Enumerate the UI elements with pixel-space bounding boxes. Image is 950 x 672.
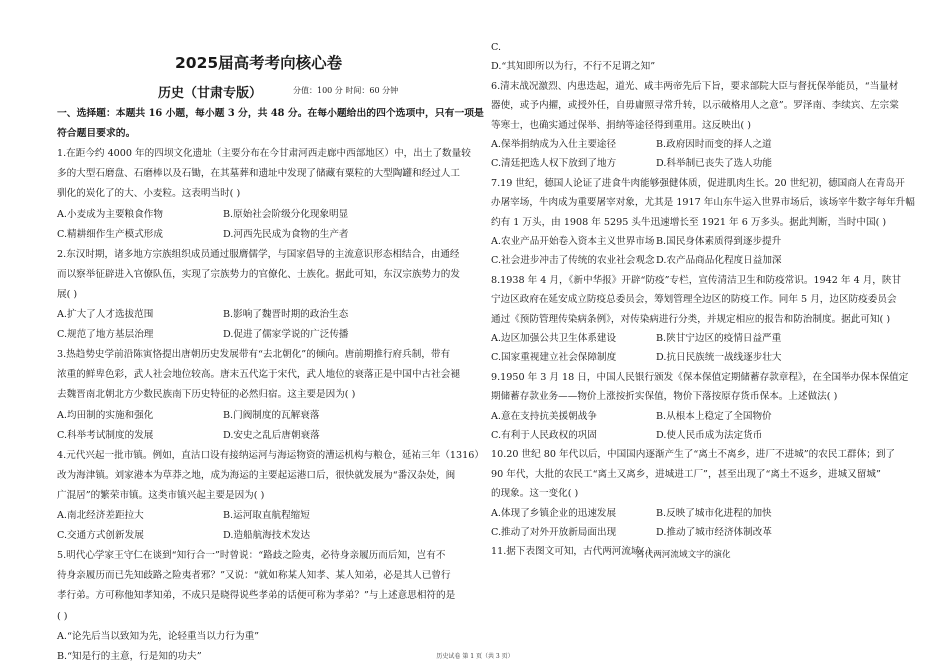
option-text: D.科举制已丧失了选人功能	[656, 158, 772, 170]
text-line: 4.元代兴起一批市镇。例如，直沽口设有接纳运河与海运物资的漕运机构与粮仓，延祐三年（1316）	[57, 449, 484, 461]
text-line: C.	[491, 42, 502, 53]
option-text: B.原始社会阶级分化现象明显	[223, 208, 349, 220]
option-text: D.促进了儒家学说的广泛传播	[223, 329, 349, 341]
option-text: B.门阀制度的瓦解衰落	[223, 409, 320, 421]
text-line: 通过《预防管理传染病条例》，对传染病进行分类，并规定相应的报告和防治制度。据此可知( )	[491, 313, 891, 325]
text-line: 展( )	[57, 288, 78, 300]
option-text: B.政府因时而变的择人之道	[656, 139, 772, 150]
option-text: C.有利于人民政权的巩固	[491, 430, 597, 441]
text-line: 6.清末战况激烈、内患迭起，道光、咸丰两帝先后下旨，要求部院大臣与督抚保举能员，“当量材	[491, 80, 899, 92]
text-line: 8.1938 年 4 月，《新中华报》开辟“防疫”专栏，宣传清洁卫生和防疫常识。1942 年 4 月，陕甘	[491, 274, 902, 286]
option-text: D.安史之乱后唐朝衰落	[223, 429, 320, 441]
text-line: D.“其知即所以为行，不行不足谓之知”	[491, 61, 656, 73]
text-line: A.“论先后当以致知为先，论轻重当以力行为重”	[57, 630, 260, 642]
text-line: 广混居”的繁荣市镇。这类市镇兴起主要是因为( )	[57, 489, 265, 501]
option-text: D.造船航海技术发达	[223, 530, 311, 542]
option-text: C.交通方式创新发展	[57, 530, 144, 542]
text-line: 2.东汉时期，诸多地方宗族组织成员通过服膺儒学，与国家倡导的主流意识形态相结合，由通经	[57, 248, 460, 260]
page-title: 2025届高考考向核心卷	[175, 54, 343, 72]
option-text: D.使人民币成为法定货币	[656, 430, 763, 441]
text-line: 办屠宰场，牛肉成为重要屠宰对象，尤其是 1917 年山东牛运入世界市场后，该场宰牛数字每年升幅	[491, 197, 915, 209]
text-line: 待身亲履历而已先知歧路之险夷者邪？”又说：“就如称某人知孝、某人知弟，必是其人已曾行	[57, 570, 451, 582]
option-text: C.国家重视建立社会保障制度	[491, 352, 617, 364]
option-text: A.意在支持抗美援朝战争	[491, 410, 597, 422]
option-text: A.均田制的实施和强化	[57, 409, 154, 421]
text-line: B.“知是行的主意，行是知的功夫”	[57, 650, 202, 662]
option-text: C.推动了对外开放新局面出现	[491, 527, 617, 538]
option-text: D.农产品商品化程度日益加深	[656, 255, 782, 267]
figure-caption: 古代两河流域文字的演化	[636, 550, 731, 560]
text-line: 10.20 世纪 80 年代以后，中国国内逐渐产生了“离土不离乡，进厂不进城”的农民工群体；到了	[491, 449, 896, 461]
option-text: A.体现了乡镇企业的迅速发展	[491, 507, 617, 519]
text-line: 一、选择题：本题共 16 小题，每小题 3 分，共 48 分。在每小题给出的四个选项中，只有一项是	[57, 108, 484, 119]
text-line: 孝行弟。方可称他知孝知弟，不成只是晓得说些孝弟的话便可称为孝弟？”与上述意思相符的是	[57, 590, 456, 602]
text-line: 器使，或予内擢，或授外任，自毋庸照寻常升转，以示破格用人之意”。罗泽南、李续宾、左宗棠	[491, 100, 899, 112]
text-line: 11.据下表图文可知，古代两河流域( )	[491, 546, 652, 558]
text-line: 浓重的鲜卑色彩，武人社会地位较高。唐末五代迄于宋代，武人地位的衰落正是中国中古社会褪	[57, 369, 460, 381]
option-text: D.河西先民成为食物的生产者	[223, 228, 349, 240]
option-text: C.社会进步冲击了传统的农业社会观念	[491, 255, 655, 267]
option-text: C.清廷把选人权下放到了地方	[491, 158, 617, 170]
option-text: B.影响了魏晋时期的政治生态	[223, 309, 349, 320]
text-line: 约有 1 万头，由 1908 年 5295 头牛迅速增长至 1921 年 6 万多头。据此判断，当时中国( )	[491, 216, 887, 228]
option-text: A.扩大了人才选拔范围	[57, 309, 154, 320]
text-line: 驯化的炭化了的大、小麦粒。这表明当时( )	[57, 188, 241, 200]
option-text: B.从根本上稳定了全国物价	[656, 410, 772, 422]
text-line: 去魏晋南北朝北方少数民族南下历史特征的必然归宿。这主要是因为( )	[57, 389, 356, 401]
text-line: 3.热趋势史学前沿陈寅恪提出唐朝历史发展带有“去北朝化”的倾向。唐前期推行府兵制，带有	[57, 349, 451, 361]
option-text: A.保举捐纳成为入仕主要途径	[491, 139, 617, 150]
option-text: C.精耕细作生产模式形成	[57, 228, 163, 240]
page-footer: 历史试卷 第 1 页（共 3 页）	[436, 653, 514, 660]
option-text: D.抗日民族统一战线逐步壮大	[656, 352, 782, 364]
text-line: 7.19 世纪，德国人论证了进食牛肉能够强健体质，促进肌肉生长。20 世纪初，德国商人在青岛开	[491, 177, 905, 189]
option-text: A.农业产品开始卷入资本主义世界市场	[491, 236, 655, 247]
option-text: C.科举考试制度的发展	[57, 429, 154, 441]
option-text: B.陕甘宁边区的疫情日益严重	[656, 333, 782, 344]
text-line: 宁边区政府在延安成立防疫总委员会，筹划管理全边区的防疫工作。同年 5 月，边区防疫委员会	[491, 294, 897, 306]
text-line: 5.明代心学家王守仁在谈到“知行合一”时曾说：“路歧之险夷，必待身亲履历而后知，岂有不	[57, 550, 446, 562]
option-text: A.南北经济差距拉大	[57, 510, 144, 521]
text-line: 期储蓄存款业务——物价上涨按折实保值，物价下落按原存货币保本。上述做法( )	[491, 391, 838, 403]
exam-meta: 分值：100 分 时间：60 分钟	[293, 86, 399, 95]
option-text: B.反映了城市化进程的加快	[656, 507, 772, 519]
text-line: 的现象。这一变化( )	[491, 488, 579, 500]
text-line: 而以察举征辟进入官僚队伍，实现了宗族势力的官僚化、士族化。据此可知，东汉宗族势力的发	[57, 268, 460, 280]
option-text: B.国民身体素质得到逐步提升	[656, 236, 782, 247]
text-line: 多的大型石磨盘、石磨棒以及石锄，在其墓葬和遗址中发现了储藏有粟粒的大型陶罐和经过人工	[57, 168, 460, 180]
text-line: 符合题目要求的。	[57, 128, 136, 140]
text-line: 1.在距今约 4000 年的四坝文化遗址（主要分布在今甘肃河西走廊中西部地区）中，出土了数量较	[57, 148, 471, 160]
option-text: A.小麦成为主要粮食作物	[57, 208, 163, 220]
text-line: ( )	[57, 610, 68, 622]
text-line: 等寒士，也确实通过保举、捐纳等途径得到重用。这反映出( )	[491, 119, 751, 131]
text-line: 9.1950 年 3 月 18 日，中国人民银行颁发《保本保值定期储蓄存款章程》，在全国举办保本保值定	[491, 371, 909, 383]
option-text: C.规范了地方基层治理	[57, 329, 154, 341]
option-text: B.运河取直航程缩短	[223, 510, 310, 521]
page-subtitle: 历史（甘肃专版）	[158, 86, 263, 101]
text-line: 改为海津镇。刘家港本为草莽之地，成为海运的主要起运港口后，很快就发展为“番汉杂处，闽	[57, 469, 456, 481]
option-text: A.边区加强公共卫生体系建设	[491, 333, 617, 344]
text-line: 90 年代，大批的农民工“离土又离乡，进城进工厂”，甚至出现了“离土不返乡，进城又留城”	[491, 468, 881, 480]
option-text: D.推动了城市经济体制改革	[656, 527, 772, 538]
